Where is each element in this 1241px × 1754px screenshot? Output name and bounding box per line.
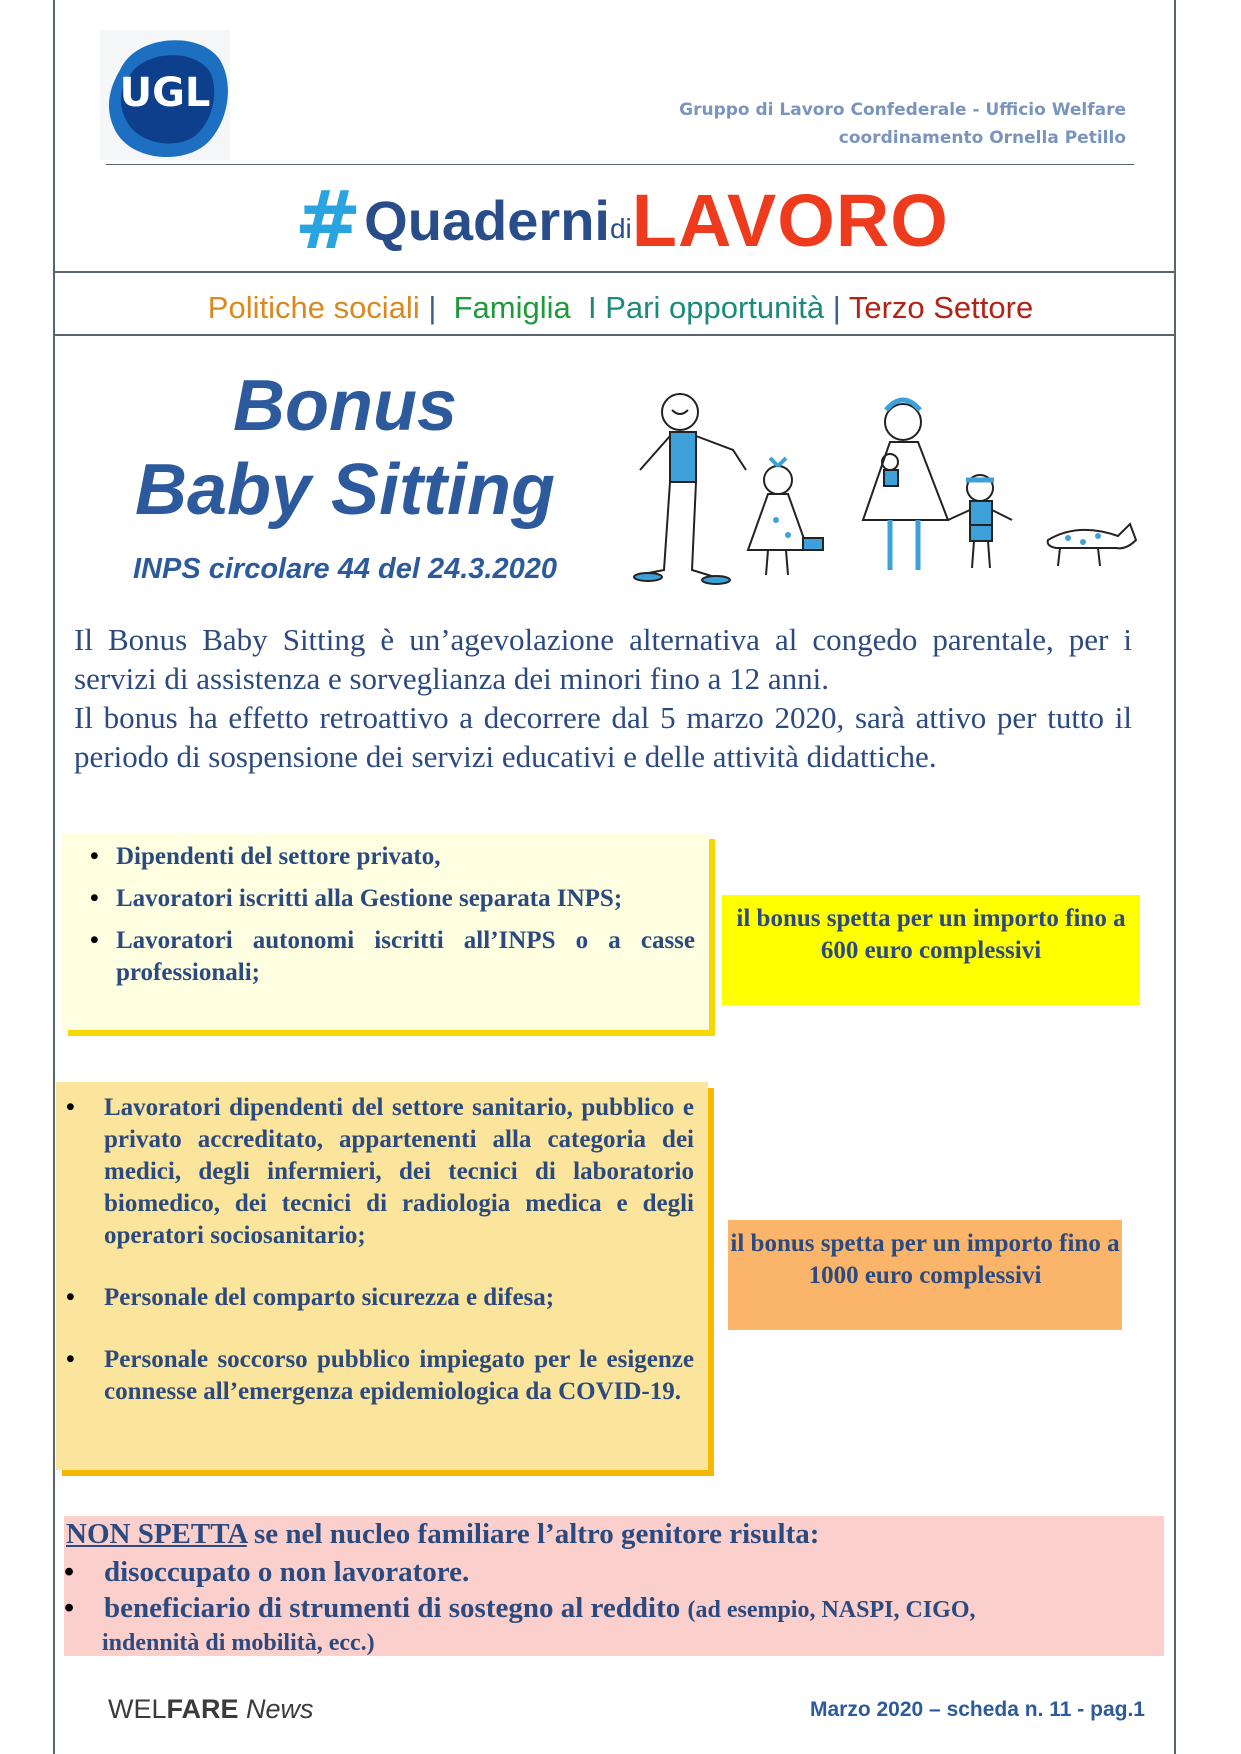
masthead-rule-bottom (54, 334, 1174, 336)
list-item: • Lavoratori iscritti alla Gestione separata INPS; (90, 885, 623, 912)
intro-paragraph-2: Il bonus ha effetto retroattivo a decorrere dal 5 marzo 2020, sarà attivo per tutto il periodo di sospensione dei servizi educativi e delle attività didattiche. (74, 700, 1132, 774)
beneficiaries-box-1 (62, 833, 709, 1030)
masthead-quaderni: Quaderni (364, 189, 610, 252)
exclusion-item-1: • disoccupato o non lavoratore. (64, 1556, 470, 1588)
exclusion-item-2-continued: indennità di mobilità, ecc.) (102, 1630, 375, 1656)
masthead-rule-top (54, 271, 1174, 273)
right-border (1174, 0, 1176, 1754)
list-item: • Personale soccorso pubblico impiegato per le esigenze connesse all’emergenza epidemiologica da COVID-19. (66, 1346, 694, 1405)
footer-page-info: Marzo 2020 – scheda n. 11 - pag.1 (810, 1698, 1145, 1721)
footer-brand: WELFARE News (108, 1694, 314, 1724)
topics-bar: Politiche sociali | Famiglia I Pari opportunità | Terzo Settore (207, 290, 1034, 325)
coord-line: coordinamento Ornella Petillo (838, 128, 1126, 148)
intro-text (74, 620, 1132, 776)
page-subtitle: INPS circolare 44 del 24.3.2020 (133, 553, 557, 585)
exclusion-box (64, 1516, 1164, 1656)
topic-politiche: Politiche sociali (207, 290, 420, 325)
exclusion-item-2: • beneficiario di strumenti di sostegno al reddito (ad esempio, NASPI, CIGO, (64, 1592, 976, 1624)
left-border (53, 0, 55, 1754)
topic-famiglia: Famiglia (453, 290, 571, 325)
list-item: • Personale del comparto sicurezza e difesa; (66, 1284, 555, 1311)
masthead (0, 178, 1241, 263)
family-illustration (628, 370, 1148, 590)
list-item: • Dipendenti del settore privato, (90, 843, 441, 870)
masthead-di: di (609, 212, 632, 244)
list-item: • Lavoratori autonomi iscritti all’INPS o a casse professionali; (90, 927, 695, 986)
exclusion-heading: NON SPETTA se nel nucleo familiare l’altro genitore risulta: (66, 1518, 820, 1550)
header-info (679, 96, 1126, 152)
group-line: Gruppo di Lavoro Confederale - Ufficio Welfare (679, 100, 1126, 120)
intro-paragraph-1: Il Bonus Baby Sitting è un’agevolazione alternativa al congedo parentale, per i servizi di assistenza e sorveglianza dei minori fino a 12 anni. (74, 622, 1132, 696)
topic-terzo: Terzo Settore (848, 290, 1034, 325)
hashtag-icon (292, 182, 364, 259)
header-rule (106, 164, 1134, 165)
title-line-1: Bonus (233, 366, 457, 446)
title-line-2: Baby Sitting (134, 450, 555, 530)
topic-pari: I Pari opportunità (588, 290, 825, 325)
amount-600-box: il bonus spetta per un importo fino a 600 euro complessivi (722, 895, 1140, 1005)
logo-text: UGL (119, 70, 211, 116)
svg-text:#: # (294, 182, 362, 254)
ugl-logo (100, 30, 230, 160)
beneficiaries-box-2 (56, 1082, 708, 1470)
amount-1000-box: il bonus spetta per un importo fino a 1000 euro complessivi (728, 1220, 1122, 1330)
page-title (60, 364, 630, 532)
masthead-lavoro: LAVORO (631, 179, 949, 262)
list-item: • Lavoratori dipendenti del settore sanitario, pubblico e privato accreditato, appartenenti alla categoria dei medici, degli infermieri, dei tecnici di laboratorio biomedico, dei tecnici di radiologia medica e degli operatori sociosanitario; (66, 1094, 694, 1249)
